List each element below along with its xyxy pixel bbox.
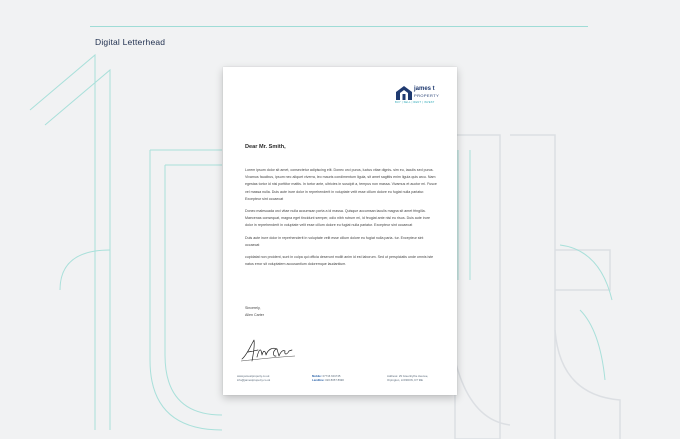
footer-contact-phone [312,374,344,382]
signer-name: Allen Carter [245,312,264,317]
logo-subtitle: PROPERTY [414,93,440,98]
top-divider [90,26,588,27]
company-logo [395,85,441,107]
house-logo-icon [395,85,413,100]
footer-website: www.jamestproperty.co.uk [237,374,270,378]
footer-contact-web [237,374,270,382]
footer-address-line1: Address: 29 Greenhythe Avenue, [387,374,429,378]
footer-address [387,374,428,382]
body-paragraph: cupidatat non proident, sunt in culpa qui officia deserunt mollit anim id est laborum. Sed ut perspiciatis unde omnis iste natus error sit voluptatem accusantium doloremque laudantium. [245,255,434,267]
body-paragraph: Donec malesuada orci vitae nulla accumsan porta a id massa. Quisque accumsan iaculis magna sit amet fringilla. Maecenas consequat, magna eget tincidunt semper, odio nibh rutrum mi, id feugiat ante nisl eu risus. Duis aute irure dolor in reprehenderit in voluptate velit esse cillum dolore eu fugiat nulla pariatur. Excepteur sint occaecat [245,209,430,228]
footer-email: info@jamestproperty.co.uk [237,378,271,382]
body-paragraph: Duis aute irure dolor in reprehenderit in voluptate velit esse cillum dolore eu fugiat nulla paria- tur. Excepteur sint occaecat [245,235,424,247]
landline-label: Landline: [312,378,325,382]
logo-tagline: BUY | SELL | RENT | INVEST [395,101,435,104]
mobile-label: Mobile: [312,374,322,378]
letter-greeting: Dear Mr. Smith, [245,144,286,150]
letter-body [245,167,437,273]
footer-address-line2: Orpington, LONDON, D7 9IE [387,378,423,382]
logo-name: james t [414,86,435,92]
letter-footer [237,374,443,386]
footer-landline: 020 8057 8990 [325,378,344,382]
handwritten-signature [239,337,297,363]
letter-closing [245,305,264,318]
body-paragraph: Lorem ipsum dolor sit amet, consectetur adipiscing elit. Donec orci purus, luctus vitae dignis- sim eu, iaculis sed purus. Vivamus faucibus, ipsum nec aliquet viverra, leo mauris condimentum ligula, sit amet sagittis enim ligula quis arcu. Nam egestas tortor id nisi porttitor mattis. In tortor ante, ultricies in suscipit a, tempus non massa. Vivamus et auctor mi. Fusce vel massa nulla. Duis aute irure dolor in reprehenderit in voluptate velit esse cillum dolore eu fugiat nulla pariatur. Excepteur sint occaecat [245,168,437,201]
letterhead-page [223,67,457,395]
page-title: Digital Letterhead [95,37,166,47]
closing-phrase: Sincerely, [245,306,261,310]
footer-mobile: 07716 601745 [322,374,341,378]
